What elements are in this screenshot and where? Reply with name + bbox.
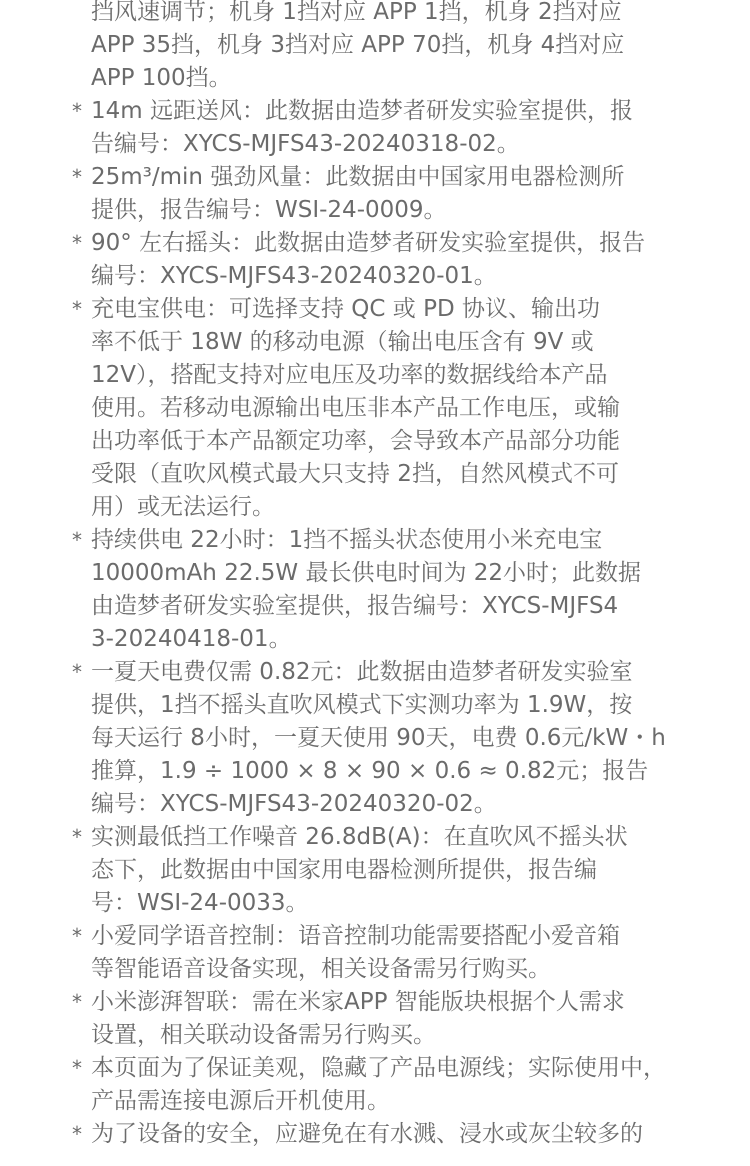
note-text: 持续供电 22小时：1挡不摇头状态使用小米充电宝 [91, 527, 603, 553]
note-text: 小爱同学语音控制：语音控制功能需要搭配小爱音箱 [91, 923, 620, 949]
note-line [0, 29, 750, 62]
note-line [0, 293, 750, 326]
note-text: 实测最低挡工作噪音 26.8dB(A)：在直吹风不摇头状 [91, 824, 628, 850]
note-line [0, 623, 750, 656]
asterisk-icon: * [72, 297, 82, 321]
asterisk-icon: * [72, 165, 82, 189]
note-line [0, 128, 750, 161]
note-text: 等智能语音设备实现，相关设备需另行购买。 [91, 956, 551, 982]
note-line [0, 557, 750, 590]
note-text: 使用。若移动电源输出电压非本产品工作电压，或输 [91, 395, 620, 421]
asterisk-icon: * [72, 99, 82, 123]
note-line [0, 1118, 750, 1151]
note-text: 充电宝供电：可选择支持 QC 或 PD 协议、输出功 [91, 296, 600, 322]
note-text: 号：WSI-24-0033。 [91, 890, 309, 916]
note-line [0, 920, 750, 953]
note-line [0, 1019, 750, 1052]
note-line [0, 821, 750, 854]
note-line [0, 722, 750, 755]
note-line [0, 953, 750, 986]
note-text: 一夏天电费仅需 0.82元：此数据由造梦者研发实验室 [91, 659, 633, 685]
note-line [0, 0, 750, 29]
note-text: 90° 左右摇头：此数据由造梦者研发实验室提供，报告 [91, 230, 646, 256]
note-text: APP 100挡。 [91, 65, 232, 91]
note-text: 推算，1.9 ÷ 1000 × 8 × 90 × 0.6 ≈ 0.82元；报告 [91, 758, 649, 784]
note-text: 率不低于 18W 的移动电源（输出电压含有 9V 或 [91, 329, 594, 355]
note-line [0, 359, 750, 392]
note-text: 每天运行 8小时，一夏天使用 90天，电费 0.6元/kW・h [91, 725, 666, 751]
note-line [0, 656, 750, 689]
note-text: 用）或无法运行。 [91, 494, 275, 520]
asterisk-icon: * [72, 660, 82, 684]
asterisk-icon: * [72, 924, 82, 948]
note-line [0, 689, 750, 722]
note-line [0, 227, 750, 260]
note-line [0, 524, 750, 557]
note-text: 25m³/min 强劲风量：此数据由中国家用电器检测所 [91, 164, 625, 190]
note-text: 编号：XYCS-MJFS43-20240320-01。 [91, 263, 497, 289]
note-text: 由造梦者研发实验室提供，报告编号：XYCS-MJFS4 [91, 593, 619, 619]
note-line [0, 986, 750, 1019]
note-text: 提供，1挡不摇头直吹风模式下实测功率为 1.9W，按 [91, 692, 633, 718]
note-text: 告编号：XYCS-MJFS43-20240318-02。 [91, 131, 520, 157]
note-text: 小米澎湃智联：需在米家APP 智能版块根据个人需求 [91, 989, 625, 1015]
note-text: 12V），搭配支持对应电压及功率的数据线给本产品 [91, 362, 608, 388]
asterisk-icon: * [72, 990, 82, 1014]
note-line [0, 260, 750, 293]
note-text: 产品需连接电源后开机使用。 [91, 1088, 390, 1114]
note-text: APP 35挡，机身 3挡对应 APP 70挡，机身 4挡对应 [91, 32, 625, 58]
note-line [0, 425, 750, 458]
asterisk-icon: * [72, 825, 82, 849]
asterisk-icon: * [72, 528, 82, 552]
note-text: 受限（直吹风模式最大只支持 2挡，自然风模式不可 [91, 461, 619, 487]
note-line [0, 1085, 750, 1118]
note-line [0, 755, 750, 788]
note-text: 为了设备的安全，应避免在有水溅、浸水或灰尘较多的 [91, 1121, 643, 1147]
asterisk-icon: * [72, 231, 82, 255]
note-text: 本页面为了保证美观，隐藏了产品电源线；实际使用中， [91, 1055, 666, 1081]
note-line [0, 194, 750, 227]
asterisk-icon: * [72, 1122, 82, 1146]
note-line [0, 887, 750, 920]
note-text: 10000mAh 22.5W 最长供电时间为 22小时；此数据 [91, 560, 642, 586]
note-text: 出功率低于本产品额定功率，会导致本产品部分功能 [91, 428, 620, 454]
note-text: 3-20240418-01。 [91, 626, 292, 652]
note-line [0, 326, 750, 359]
note-line [0, 392, 750, 425]
note-line [0, 62, 750, 95]
note-text: 态下，此数据由中国家用电器检测所提供，报告编 [91, 857, 597, 883]
note-line [0, 161, 750, 194]
note-text: 14m 远距送风：此数据由造梦者研发实验室提供，报 [91, 98, 633, 124]
note-text: 编号：XYCS-MJFS43-20240320-02。 [91, 791, 497, 817]
note-text: 提供，报告编号：WSI-24-0009。 [91, 197, 447, 223]
note-line [0, 854, 750, 887]
note-text: 挡风速调节；机身 1挡对应 APP 1挡，机身 2挡对应 [91, 0, 622, 25]
note-line [0, 458, 750, 491]
note-line [0, 1052, 750, 1085]
asterisk-icon: * [72, 1056, 82, 1080]
note-line [0, 491, 750, 524]
note-line [0, 590, 750, 623]
note-text: 设置，相关联动设备需另行购买。 [91, 1022, 436, 1048]
note-line [0, 788, 750, 821]
note-line [0, 95, 750, 128]
